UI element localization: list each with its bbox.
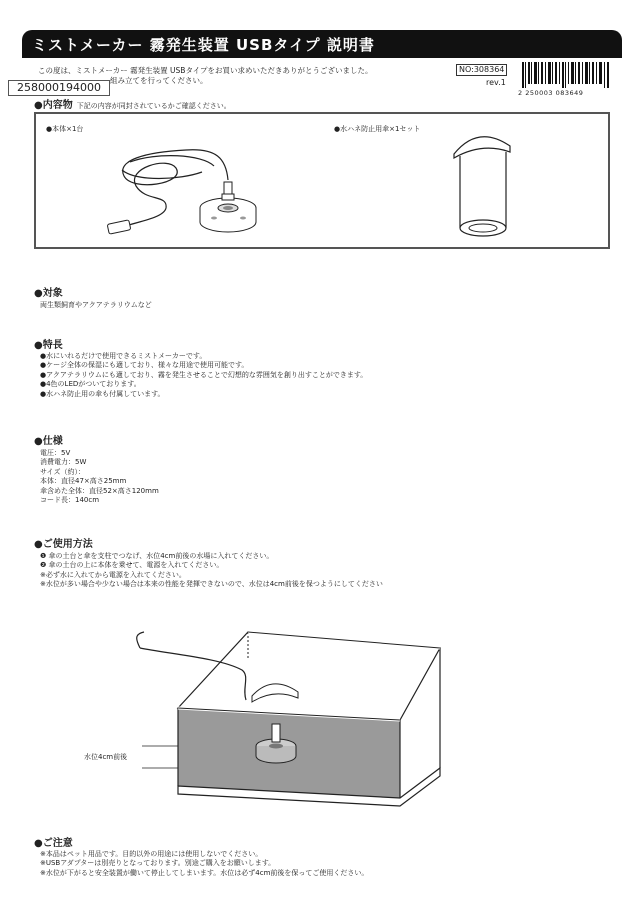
barcode-number: 2 250003 083649 [518, 89, 584, 97]
usage-line: ❷ 傘の土台の上に本体を乗せて、電源を入れてください。 [40, 561, 224, 570]
usage-line: ※水位が多い場合や少ない場合は本来の性能を発揮できないので、水位は4cm前後を保つようにしてください [40, 580, 383, 589]
feature-line: ●ケージ全体の保湿にも適しており、様々な用途で使用可能です。 [40, 361, 249, 370]
water-level-label: 水位4cm前後 [84, 753, 128, 761]
lot-stamp: 258000194000 [8, 80, 110, 96]
caution-line: ※USBアダプターは別売りとなっております。別途ご購入をお願いします。 [40, 859, 276, 868]
spec-line: 傘含めた全体：直径52×高さ120mm [40, 486, 159, 495]
spec-line: 本体：直径47×高さ25mm [40, 477, 127, 486]
mist-maker-illustration [106, 138, 296, 246]
umbrella-illustration [448, 124, 518, 244]
target-heading: ●対象 [34, 288, 63, 299]
spec-line: 電圧：5V [40, 449, 71, 457]
contents-heading-text: ●内容物 [34, 100, 73, 111]
usage-list [40, 552, 383, 590]
intro-line-2: 組み立てを行ってください。 [110, 76, 208, 85]
feature-line: ●4色のLEDがついております。 [40, 380, 141, 389]
contents-note: 下記の内容が同封されているかご確認ください。 [76, 102, 231, 110]
specs-list [40, 449, 159, 505]
features-heading: ●特長 [34, 340, 63, 351]
spec-line: サイズ（約）： [40, 467, 85, 476]
contents-item-main-unit: ●本体×1台 [46, 125, 84, 133]
usage-line: ❶ 傘の土台と傘を支柱でつなげ、水位4cm前後の水場に入れてください。 [40, 552, 274, 560]
page-title: ミストメーカー 霧発生装置 USBタイプ 説明書 [32, 36, 375, 54]
contents-heading [34, 96, 231, 111]
features-list [40, 352, 367, 399]
spec-line: コード長：140cm [40, 496, 100, 505]
contents-item-umbrella: ●水ハネ防止用傘×1セット [334, 125, 421, 133]
revision-label: rev.1 [486, 78, 506, 87]
target-text: 両生類飼育やアクアテラリウムなど [40, 301, 152, 309]
caution-heading: ●ご注意 [34, 838, 73, 849]
feature-line: ●アクアテラリウムにも適しており、霧を発生させることで幻想的な雰囲気を創り出すことができます。 [40, 370, 368, 379]
spec-line: 消費電力：5W [40, 458, 87, 467]
specs-heading: ●仕様 [34, 436, 63, 447]
caution-line: ※水位が下がると安全装置が働いて停止してしまいます。水位は必ず4cm前後を保ってご使用ください。 [40, 868, 369, 877]
contents-box [34, 112, 610, 249]
caution-line: ※本品はペット用品です。目的以外の用途には使用しないでください。 [40, 850, 263, 858]
document-number: NO:308364 [456, 64, 507, 76]
usage-heading: ●ご使用方法 [34, 539, 93, 550]
usage-line: ※必ず水に入れてから電源を入れてください。 [40, 570, 186, 579]
intro-line-1: この度は、ミストメーカー 霧発生装置 USBタイプをお買い求めいただきありがとうございました。 [38, 66, 373, 75]
tank-illustration [130, 618, 460, 818]
title-bar [22, 30, 622, 58]
feature-line: ●水にいれるだけで使用できるミストメーカーです。 [40, 352, 207, 360]
feature-line: ●水ハネ防止用の傘も付属しています。 [40, 389, 165, 398]
caution-list [40, 850, 368, 878]
barcode-icon [522, 62, 612, 88]
